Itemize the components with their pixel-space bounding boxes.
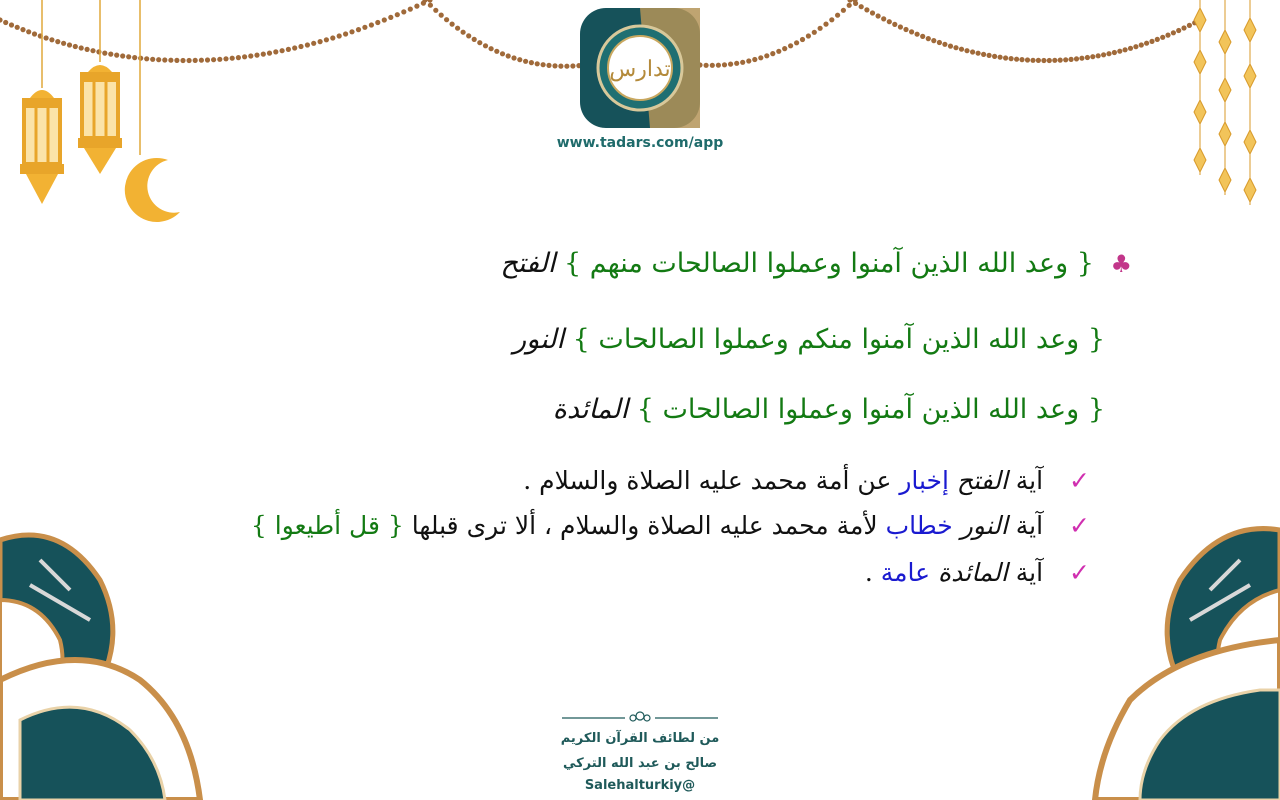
bead	[126, 54, 131, 59]
bead	[881, 16, 886, 21]
bead	[1101, 52, 1106, 57]
bead	[1155, 37, 1160, 42]
bead	[1144, 41, 1149, 46]
bead	[1149, 39, 1154, 44]
bead	[987, 53, 992, 58]
checkmark-icon: ✓	[1069, 511, 1090, 540]
bead	[248, 53, 253, 58]
bead	[1019, 57, 1024, 62]
bead	[552, 63, 557, 68]
bead	[9, 22, 14, 27]
footer-divider	[562, 712, 718, 721]
verse-line-maidah	[553, 394, 1105, 425]
bead	[1171, 30, 1176, 35]
bead	[388, 15, 393, 20]
bead	[937, 40, 942, 45]
bead	[1047, 58, 1052, 63]
bead	[79, 45, 84, 50]
bead	[734, 61, 739, 66]
bead	[444, 17, 449, 22]
bead	[324, 37, 329, 42]
bead	[494, 49, 499, 54]
bead	[926, 36, 931, 41]
bead	[337, 33, 342, 38]
footer-handle[interactable]: @Salehalturkiy	[584, 778, 696, 793]
bead	[1123, 47, 1128, 52]
bead	[483, 43, 488, 48]
bead	[953, 45, 958, 50]
bead	[716, 63, 721, 68]
bead	[433, 8, 438, 13]
bead	[859, 4, 864, 9]
bead	[931, 38, 936, 43]
bead	[782, 46, 787, 51]
bead	[168, 58, 173, 63]
bead	[558, 64, 563, 69]
bead	[981, 52, 986, 57]
note-surah: المائدة	[938, 558, 1008, 587]
bead	[746, 58, 751, 63]
hanging-ornaments	[1194, 0, 1256, 205]
bead	[500, 51, 505, 56]
bead	[1112, 50, 1117, 55]
bead	[427, 0, 432, 3]
verse-text: وعد الله الذين آمنوا وعملوا الصالحات منهم	[589, 248, 1069, 279]
checkmark-icon: ✓	[1069, 466, 1090, 495]
bead	[909, 29, 914, 34]
surah-name: المائدة	[552, 394, 629, 425]
bead	[841, 8, 846, 13]
verse-text: وعد الله الذين آمنوا وعملوا الصالحات	[662, 394, 1080, 425]
bead	[710, 63, 715, 68]
bead	[564, 64, 569, 69]
bead	[150, 57, 155, 62]
note-rest: عن أمة محمد عليه الصلاة والسلام .	[523, 466, 892, 495]
verse-close-brace: }	[572, 324, 590, 355]
bead	[770, 51, 775, 56]
bead	[847, 3, 852, 8]
bead	[349, 29, 354, 34]
bead	[461, 30, 466, 35]
bead	[758, 55, 763, 60]
bead	[455, 26, 460, 31]
bead	[144, 56, 149, 61]
bead	[318, 39, 323, 44]
bead	[903, 27, 908, 32]
bead	[254, 53, 259, 58]
bead	[408, 7, 413, 12]
bead	[199, 58, 204, 63]
bead-garland-left	[0, 0, 588, 69]
verse-line-fath	[500, 248, 1132, 279]
flower-ornament-right	[1095, 529, 1280, 800]
bead	[1036, 58, 1041, 63]
bead	[517, 57, 522, 62]
note-quote: { قل أطيعوا }	[250, 511, 404, 540]
bead	[49, 37, 54, 42]
bead	[273, 49, 278, 54]
bead	[261, 52, 266, 57]
bead	[174, 58, 179, 63]
bead	[1187, 23, 1192, 28]
lantern-icon	[78, 0, 122, 174]
bead	[375, 20, 380, 25]
bead	[114, 53, 119, 58]
bead	[523, 59, 528, 64]
flower-ornament-left	[0, 535, 200, 800]
bead	[546, 63, 551, 68]
bead	[964, 48, 969, 53]
bead	[90, 48, 95, 53]
bead	[44, 35, 49, 40]
bead	[187, 58, 192, 63]
bead	[915, 32, 920, 37]
bead	[236, 55, 241, 60]
bead	[305, 42, 310, 47]
bead	[1181, 25, 1186, 30]
bead	[794, 40, 799, 45]
bead	[788, 43, 793, 48]
bead	[55, 39, 60, 44]
bead	[211, 57, 216, 62]
note-prefix: آية	[1015, 466, 1044, 495]
bead	[15, 25, 20, 30]
bead	[102, 51, 107, 56]
bead	[362, 25, 367, 30]
bead	[3, 20, 8, 25]
bead	[1003, 55, 1008, 60]
bead	[298, 44, 303, 49]
bead	[73, 44, 78, 49]
verse-line-nur	[513, 324, 1105, 355]
surah-name: النور	[513, 324, 565, 355]
bead	[132, 55, 137, 60]
footer-series-title: من لطائف القرآن الكريم	[560, 731, 720, 746]
bead	[230, 56, 235, 61]
note-surah: الفتح	[956, 466, 1008, 495]
bead	[948, 44, 953, 49]
verse-close-brace: }	[564, 248, 582, 279]
bead	[120, 53, 125, 58]
bead	[466, 33, 471, 38]
bead	[242, 54, 247, 59]
verse-open-brace: {	[1087, 324, 1105, 355]
bead	[976, 51, 981, 56]
bead	[85, 47, 90, 52]
bead	[764, 53, 769, 58]
bead	[1079, 56, 1084, 61]
bead	[1009, 56, 1014, 61]
bead	[800, 37, 805, 42]
note-item-fath	[523, 466, 1090, 495]
note-prefix: آية	[1015, 511, 1044, 540]
note-rest: .	[864, 558, 873, 587]
bead	[108, 52, 113, 57]
bead	[847, 0, 852, 3]
bead	[67, 42, 72, 47]
bead	[292, 45, 297, 50]
bead	[439, 13, 444, 18]
bead	[1165, 33, 1170, 38]
bead	[286, 47, 291, 52]
note-prefix: آية	[1015, 558, 1044, 587]
bead	[450, 22, 455, 27]
bead	[1063, 57, 1068, 62]
crescent-moon-icon	[125, 0, 180, 222]
bead	[1117, 49, 1122, 54]
bead	[343, 31, 348, 36]
bead	[942, 42, 947, 47]
bead	[180, 58, 185, 63]
note-item-maidah	[865, 558, 1090, 587]
app-url-link[interactable]: www.tadars.com/app	[556, 135, 724, 151]
bead	[870, 10, 875, 15]
bead	[1133, 44, 1138, 49]
bead	[959, 47, 964, 52]
bead	[32, 31, 37, 36]
bead	[280, 48, 285, 53]
bead	[356, 27, 361, 32]
bead	[920, 34, 925, 39]
bead	[205, 57, 210, 62]
bead-garland-right	[697, 0, 1202, 68]
bead	[1074, 56, 1079, 61]
bead	[776, 49, 781, 54]
bead	[156, 57, 161, 62]
bead	[1069, 57, 1074, 62]
bead	[887, 19, 892, 24]
bead	[864, 7, 869, 12]
verse-text: وعد الله الذين آمنوا منكم وعملوا الصالحات	[598, 324, 1080, 355]
note-rest: لأمة محمد عليه الصلاة والسلام ، ألا ترى قبلها	[411, 511, 878, 540]
bead	[1176, 28, 1181, 33]
bead	[472, 37, 477, 42]
bead	[1139, 42, 1144, 47]
bead	[529, 60, 534, 65]
bead	[193, 58, 198, 63]
verse-close-brace: }	[636, 394, 654, 425]
bead	[835, 13, 840, 18]
footer-author-name: صالح بن عبد الله التركي	[562, 756, 718, 771]
bead	[369, 22, 374, 27]
bead	[1128, 46, 1133, 51]
bead	[311, 41, 316, 46]
bead	[812, 30, 817, 35]
bead	[1058, 58, 1063, 63]
bead	[61, 41, 66, 46]
bead	[970, 49, 975, 54]
bead	[570, 63, 575, 68]
bead	[401, 9, 406, 14]
bead	[477, 40, 482, 45]
bead	[892, 22, 897, 27]
bead	[853, 1, 858, 6]
bead	[535, 61, 540, 66]
club-bullet-icon: ♣	[1110, 250, 1132, 278]
bead	[992, 54, 997, 59]
bead	[0, 17, 3, 22]
bead	[728, 62, 733, 67]
note-item-nur	[251, 511, 1090, 540]
verse-open-brace: {	[1076, 248, 1094, 279]
bead	[823, 22, 828, 27]
bead	[818, 26, 823, 31]
note-keyword: عامة	[880, 558, 931, 587]
bead	[1014, 57, 1019, 62]
bead	[20, 27, 25, 32]
bead	[1052, 58, 1057, 63]
bead	[806, 33, 811, 38]
bead	[1106, 51, 1111, 56]
bead	[223, 56, 228, 61]
bead	[1090, 54, 1095, 59]
bead	[829, 17, 834, 22]
bead	[876, 13, 881, 18]
note-keyword: خطاب	[885, 511, 953, 540]
bead	[722, 62, 727, 67]
bead	[26, 29, 31, 34]
bead	[1025, 57, 1030, 62]
bead	[489, 46, 494, 51]
bead	[1030, 58, 1035, 63]
bead	[541, 62, 546, 67]
bead	[267, 51, 272, 56]
bead	[1096, 53, 1101, 58]
bead	[704, 63, 709, 68]
logo-text: تدارس	[609, 57, 671, 82]
bead	[162, 57, 167, 62]
bead	[1160, 35, 1165, 40]
bead	[506, 53, 511, 58]
surah-name: الفتح	[500, 248, 556, 279]
bead	[428, 3, 433, 8]
bead	[740, 60, 745, 65]
verse-open-brace: {	[1087, 394, 1105, 425]
bead	[330, 35, 335, 40]
note-surah: النور	[960, 511, 1008, 540]
bead	[395, 12, 400, 17]
bead	[414, 4, 419, 9]
checkmark-icon: ✓	[1069, 558, 1090, 587]
bead	[1085, 55, 1090, 60]
bead	[1041, 58, 1046, 63]
tadars-logo	[580, 8, 700, 128]
bead	[898, 24, 903, 29]
bead	[382, 17, 387, 22]
bead	[217, 57, 222, 62]
bead	[752, 57, 757, 62]
bead	[998, 55, 1003, 60]
bead	[511, 55, 516, 60]
note-keyword: إخبار	[899, 466, 949, 495]
